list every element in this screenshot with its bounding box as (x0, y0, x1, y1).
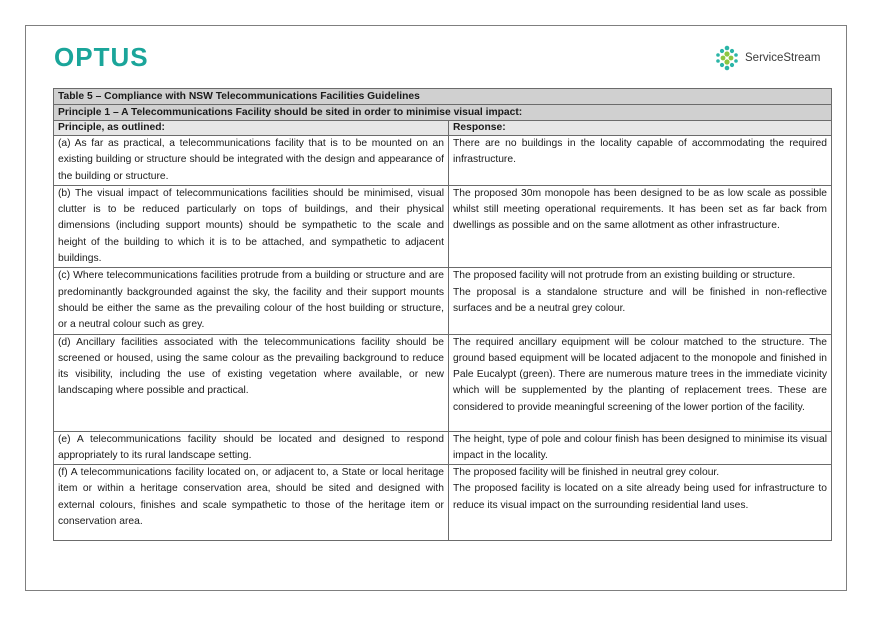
response-text: The proposed 30m monopole has been designed to be as low scale as possible whilst still meeting operational requirements. It has been set as far back from dwellings as possible and on the same allotment as other infrastructure. (453, 187, 827, 232)
response-text: The required ancillary equipment will be colour matched to the structure. The ground based equipment will be located adjacent to the monopole and finished in Pale Eucalypt (green). There are numerous mature trees in the immediate vicinity which will be supplemented by the planting of replacement trees. These are considered to provide meaningful screening of the lower portion of the facility. (453, 336, 827, 413)
response-cell (449, 136, 832, 186)
response-text: The proposed facility will be finished in neutral grey colour. (453, 467, 720, 479)
table-row (54, 136, 832, 186)
optus-logo: OPTUS (54, 42, 149, 72)
principle-cell: (a) As far as practical, a telecommunications facility that is to be mounted on an existing building or structure should be integrated with the design and appearance of the building or structure. (54, 136, 449, 186)
response-text: There are no buildings in the locality capable of accommodating the required infrastructure. (453, 138, 827, 166)
table-row (54, 465, 832, 541)
response-cell (449, 465, 832, 541)
response-cell (449, 334, 832, 431)
response-text: The proposal is a standalone structure and will be finished in non-reflective surfaces and be a neutral grey colour. (453, 286, 827, 314)
compliance-table (53, 88, 832, 541)
servicestream-logo (714, 45, 820, 71)
principle-heading: Principle 1 – A Telecommunications Facility should be sited in order to minimise visual impact: (54, 105, 832, 121)
principle-cell: (b) The visual impact of telecommunications facilities should be minimised, visual clutter is to be reduced particularly on tops of buildings, and their physical dimensions (including support mounts) should be sympathetic to the scale and height of the building to which it is to be attached, and sympathetic to adjacent buildings. (54, 185, 449, 267)
principle-row (54, 105, 832, 121)
table-title-row (54, 89, 832, 105)
table-row (54, 185, 832, 267)
column-header-response: Response: (449, 121, 832, 136)
principle-cell: (c) Where telecommunications facilities protrude from a building or structure and are predominantly backgrounded against the sky, the facility and their support mounts should be either the same as the prevailing colour of the host building or structure, or a neutral colour such as grey. (54, 268, 449, 334)
response-cell (449, 268, 832, 334)
column-header-principle: Principle, as outlined: (54, 121, 449, 136)
table-row (54, 431, 832, 465)
principle-cell: (f) A telecommunications facility located on, or adjacent to, a State or local heritage item or within a heritage conservation area, should be sited and designed with external colours, finishes and scale sympathetic to those of the heritage item or conservation area. (54, 465, 449, 541)
response-text: The proposed facility will not protrude from an existing building or structure. (453, 270, 796, 282)
response-text: The height, type of pole and colour finish has been designed to minimise its visual impact in the locality. (453, 433, 827, 461)
response-cell (449, 185, 832, 267)
principle-cell: (e) A telecommunications facility should be located and designed to respond appropriately to its rural landscape setting. (54, 431, 449, 465)
servicestream-mark-icon (714, 45, 740, 71)
table-row (54, 268, 832, 334)
principle-cell: (d) Ancillary facilities associated with the telecommunications facility should be screened or housed, using the same colour as the prevailing background to reduce its visibility, including the use of existing vegetation where available, or new landscaping where possible and practical. (54, 334, 449, 431)
servicestream-wordmark: ServiceStream (745, 52, 821, 64)
table-title: Table 5 – Compliance with NSW Telecommunications Facilities Guidelines (54, 89, 832, 105)
response-cell (449, 431, 832, 465)
table-row (54, 334, 832, 431)
column-header-row (54, 121, 832, 136)
response-text: The proposed facility is located on a site already being used for infrastructure to reduce its visual impact on the surrounding residential land uses. (453, 483, 827, 511)
